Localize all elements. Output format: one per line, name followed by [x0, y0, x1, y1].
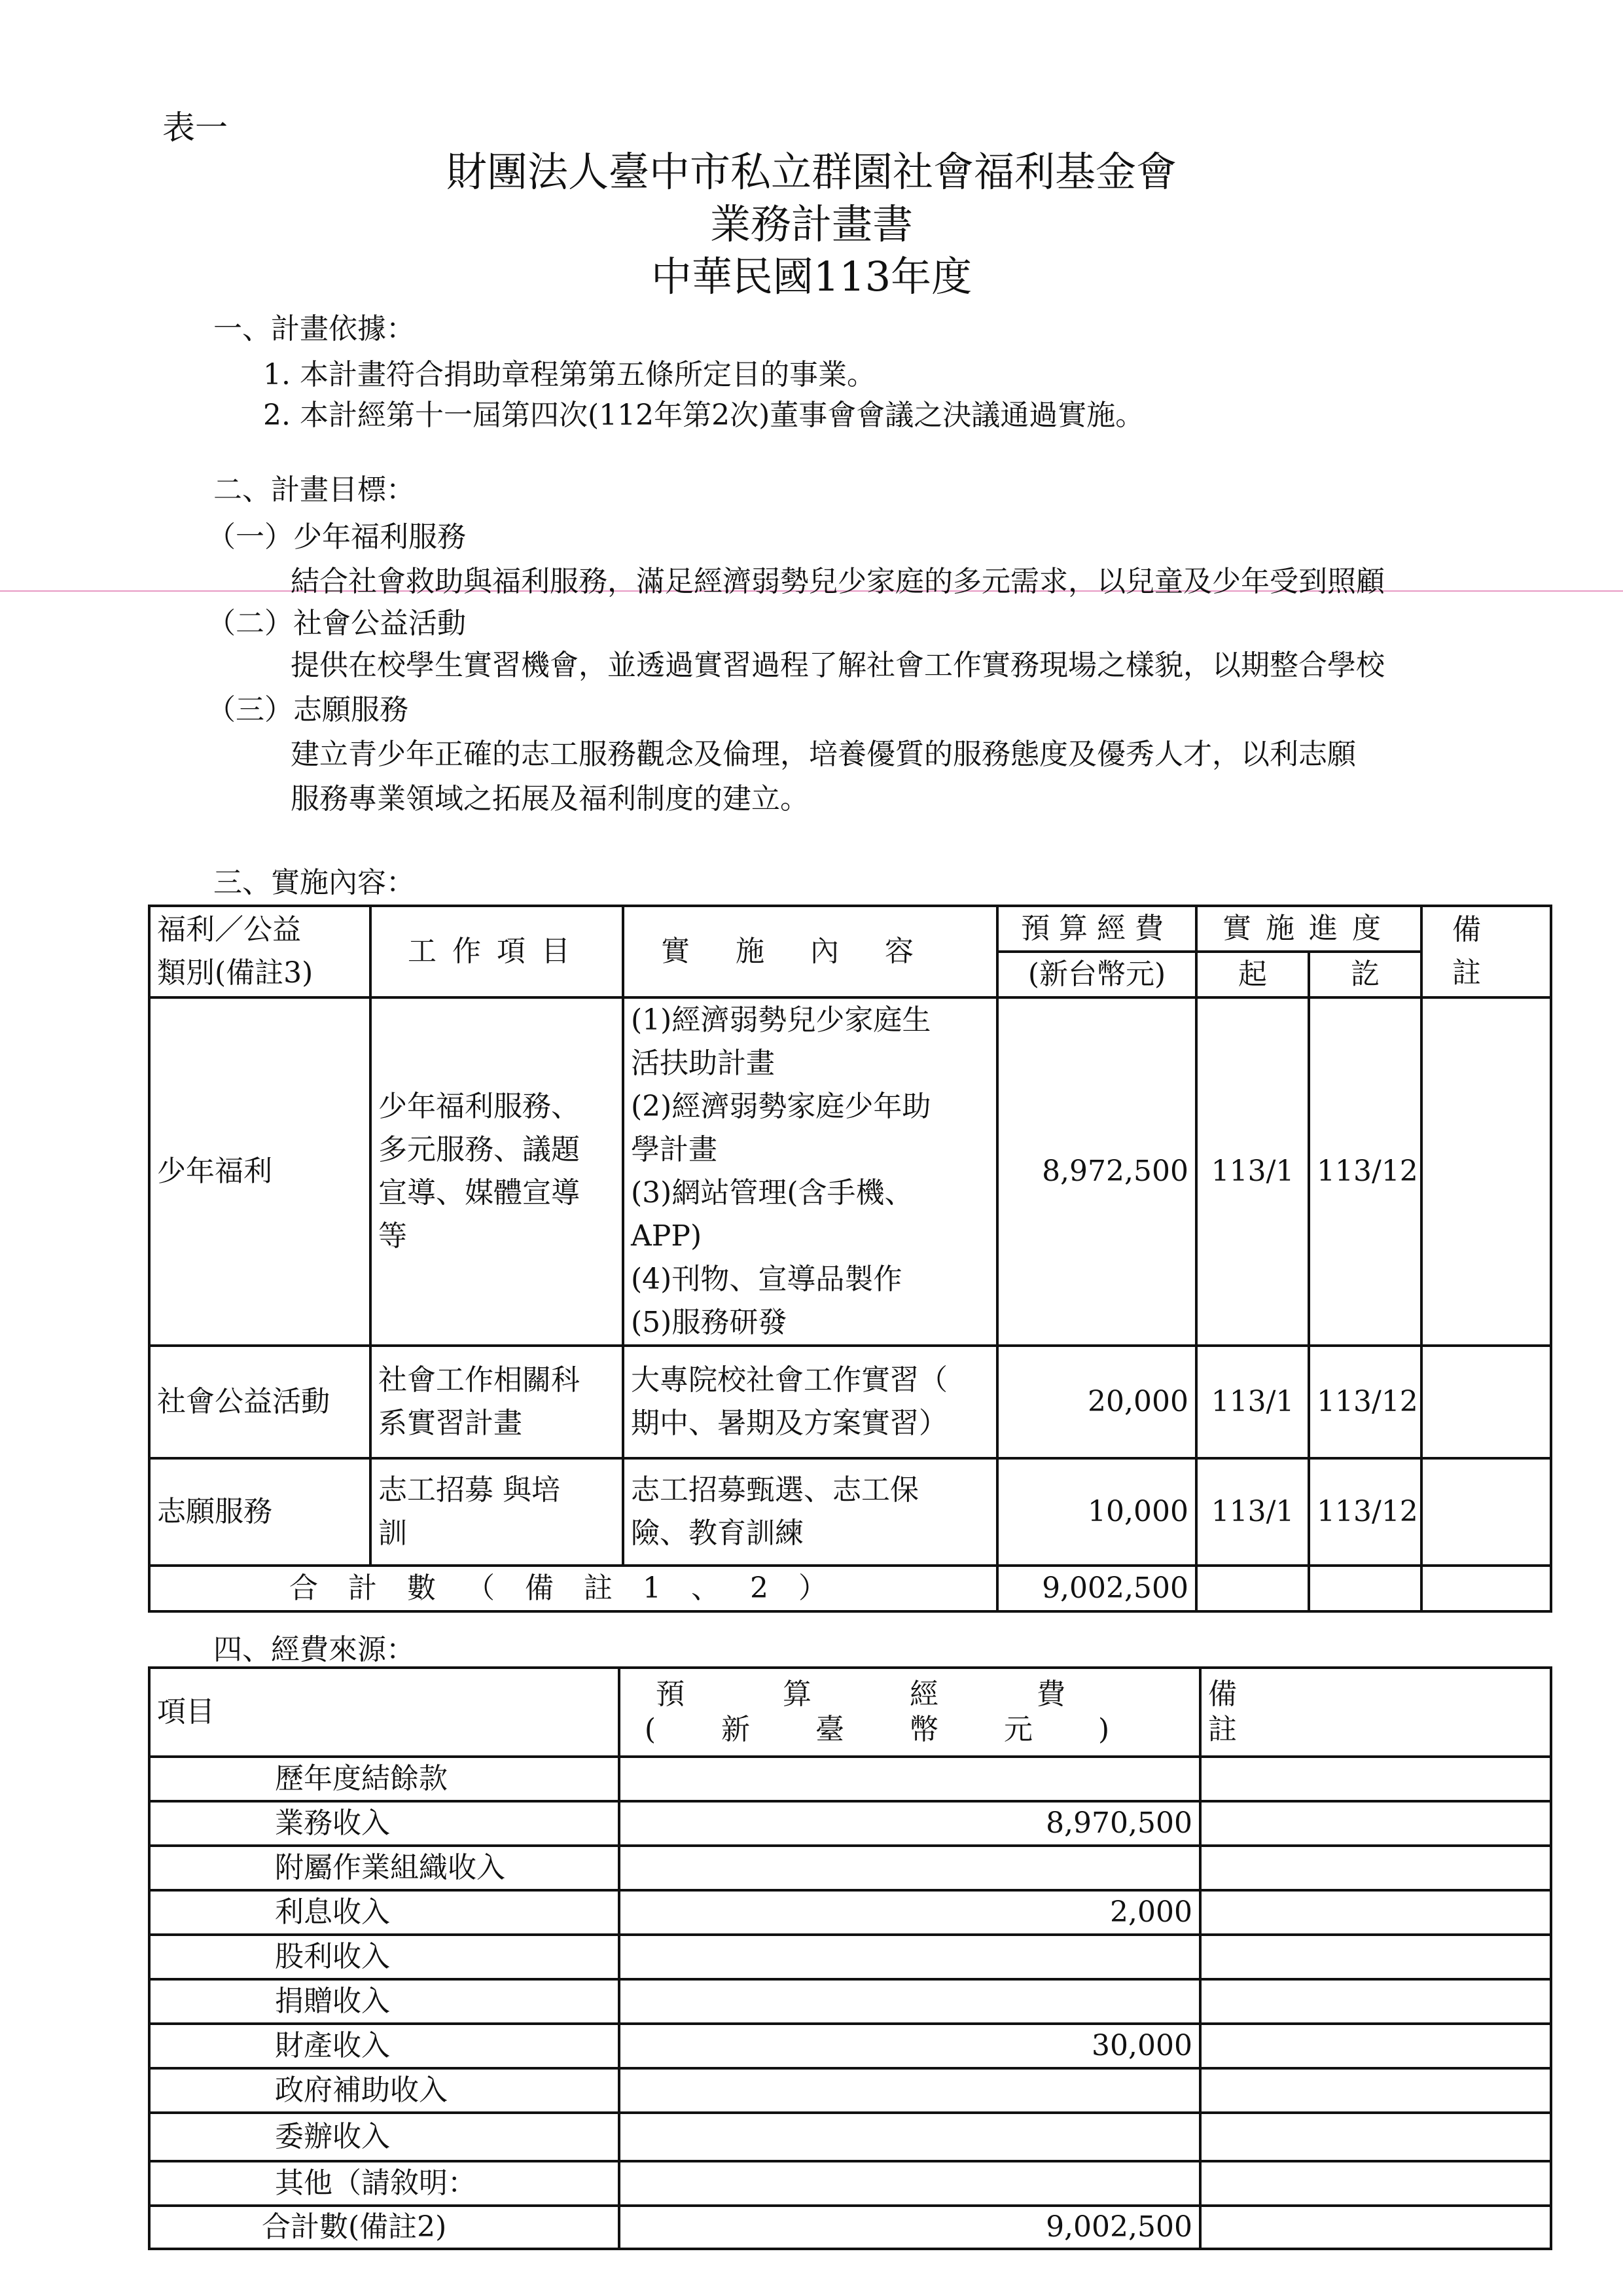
- funding-table: [148, 1666, 1552, 2250]
- row-end: 113/12: [1309, 997, 1421, 1346]
- row-note: [1421, 1458, 1551, 1566]
- goal-label: （三）志願服務: [207, 693, 408, 726]
- row-content: 志工招募甄選、志工保 險、教育訓練: [623, 1458, 997, 1566]
- header-start: 起: [1196, 952, 1309, 997]
- funding-amount: 2,000: [619, 1890, 1200, 1935]
- header-budget: 預算經費: [997, 906, 1196, 952]
- header-note: 備註: [1200, 1668, 1551, 1757]
- funding-item: 捐贈收入: [149, 1979, 619, 2024]
- row-budget: 8,972,500: [997, 997, 1196, 1346]
- funding-item: 附屬作業組織收入: [149, 1846, 619, 1890]
- header-budget: 預算經費 (新臺幣元): [619, 1668, 1200, 1757]
- header-progress: 實施進度: [1196, 906, 1421, 952]
- row-work-item: 志工招募 與培 訓: [370, 1458, 623, 1566]
- row-start: 113/1: [1196, 997, 1309, 1346]
- funding-note: [1200, 1890, 1551, 1935]
- doc-title-org: 財團法人臺中市私立群園社會福利基金會: [446, 148, 1177, 196]
- funding-total-label: 合計數(備註2): [149, 2206, 619, 2249]
- funding-item: 股利收入: [149, 1935, 619, 1979]
- header-end: 訖: [1309, 952, 1421, 997]
- header-note: 備註: [1421, 906, 1551, 997]
- funding-amount: [619, 1979, 1200, 2024]
- funding-note: [1200, 1757, 1551, 1801]
- row-content: (1)經濟弱勢兒少家庭生 活扶助計畫 (2)經濟弱勢家庭少年助 學計畫 (3)網站管理(含手機、 APP) (4)刊物、宣導品製作 (5)服務研發: [623, 997, 997, 1346]
- row-note: [1421, 997, 1551, 1346]
- implementation-table: [148, 905, 1552, 1613]
- header-budget-unit: (新台幣元): [997, 952, 1196, 997]
- total-label: 合計數（備註1、2）: [149, 1566, 997, 1611]
- funding-amount: 8,970,500: [619, 1801, 1200, 1846]
- header-content: 實施內容: [623, 906, 997, 997]
- row-start: 113/1: [1196, 1346, 1309, 1458]
- funding-item: 業務收入: [149, 1801, 619, 1846]
- funding-note: [1200, 2068, 1551, 2113]
- row-category: 社會公益活動: [149, 1346, 370, 1458]
- row-work-item: 社會工作相關科 系實習計畫: [370, 1346, 623, 1458]
- header-category: 福利／公益 類別(備註3): [149, 906, 370, 997]
- doc-title-plan: 業務計畫書: [709, 200, 913, 248]
- funding-item: 政府補助收入: [149, 2068, 619, 2113]
- total-budget: 9,002,500: [997, 1566, 1196, 1611]
- funding-note: [1200, 1846, 1551, 1890]
- funding-amount: 30,000: [619, 2024, 1200, 2068]
- section3-heading: 三、實施內容：: [213, 866, 415, 899]
- funding-amount: [619, 2161, 1200, 2206]
- funding-amount: [619, 1846, 1200, 1890]
- section1-heading: 一、計畫依據：: [213, 312, 415, 346]
- funding-item: 歷年度結餘款: [149, 1757, 619, 1801]
- funding-amount: [619, 2113, 1200, 2161]
- row-start: 113/1: [1196, 1458, 1309, 1566]
- funding-note: [1200, 1979, 1551, 2024]
- row-category: 志願服務: [149, 1458, 370, 1566]
- funding-item: 財產收入: [149, 2024, 619, 2068]
- funding-note: [1200, 2024, 1551, 2068]
- funding-note: [1200, 1935, 1551, 1979]
- section2-heading: 二、計畫目標：: [213, 473, 415, 507]
- row-end: 113/12: [1309, 1346, 1421, 1458]
- row-budget: 10,000: [997, 1458, 1196, 1566]
- goal-text: 結合社會救助與福利服務，滿足經濟弱勢兒少家庭的多元需求，以兒童及少年受到照顧: [291, 565, 1385, 598]
- funding-note: [1200, 2206, 1551, 2249]
- funding-note: [1200, 2161, 1551, 2206]
- section1-item: 2. 本計經第十一屆第四次(112年第2次)董事會會議之決議通過實施。: [263, 399, 1145, 432]
- funding-amount: [619, 1935, 1200, 1979]
- row-category: 少年福利: [149, 997, 370, 1346]
- section1-item: 1. 本計畫符合捐助章程第第五條所定目的事業。: [263, 358, 876, 391]
- row-end: 113/12: [1309, 1458, 1421, 1566]
- goal-text: 服務專業領域之拓展及福利制度的建立。: [291, 782, 809, 816]
- row-work-item: 少年福利服務、 多元服務、議題 宣導、媒體宣導 等: [370, 997, 623, 1346]
- funding-note: [1200, 1801, 1551, 1846]
- funding-item: 其他（請敘明：: [149, 2161, 619, 2206]
- goal-label: （二）社會公益活動: [207, 607, 466, 640]
- header-item: 項目: [149, 1668, 619, 1757]
- goal-label: （一）少年福利服務: [207, 520, 466, 554]
- funding-item: 委辦收入: [149, 2113, 619, 2161]
- header-work-item: 工作項目: [370, 906, 623, 997]
- goal-text: 建立青少年正確的志工服務觀念及倫理，培養優質的服務態度及優秀人才，以利志願: [291, 738, 1356, 771]
- table-label: 表一: [162, 109, 228, 147]
- row-budget: 20,000: [997, 1346, 1196, 1458]
- section4-heading: 四、經費來源：: [213, 1633, 415, 1666]
- row-content: 大專院校社會工作實習（ 期中、暑期及方案實習）: [623, 1346, 997, 1458]
- funding-item: 利息收入: [149, 1890, 619, 1935]
- doc-title-year: 中華民國113年度: [651, 253, 972, 300]
- funding-amount: [619, 1757, 1200, 1801]
- funding-total-amount: 9,002,500: [619, 2206, 1200, 2249]
- goal-text: 提供在校學生實習機會，並透過實習過程了解社會工作實務現場之樣貌，以期整合學校: [291, 649, 1385, 682]
- funding-note: [1200, 2113, 1551, 2161]
- row-note: [1421, 1346, 1551, 1458]
- funding-amount: [619, 2068, 1200, 2113]
